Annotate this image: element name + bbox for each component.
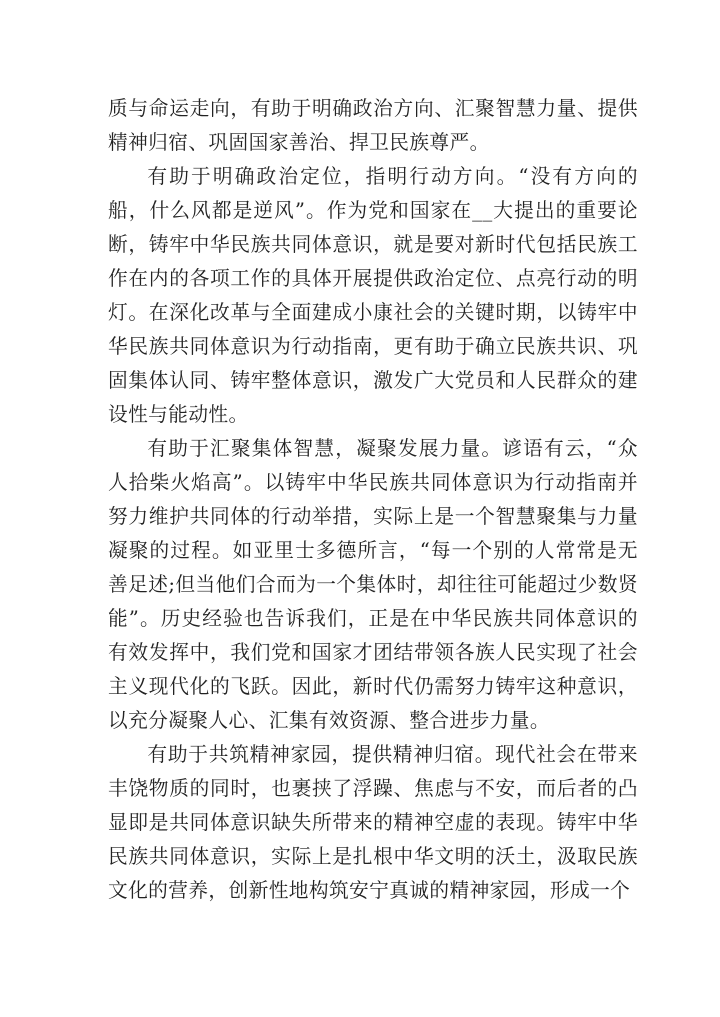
paragraph-political-direction: 有助于明确政治定位，指明行动方向。“没有方向的船，什么风都是逆风”。作为党和国家在__大提出的重要论断，铸牢中华民族共同体意识，就是要对新时代包括民族工作在内的各项工作的具体开展提供政治定位、点亮行动的明灯。在深化改革与全面建成小康社会的关键时期，以铸牢中华民族共同体意识为行动指南，更有助于确立民族共识、巩固集体认同、铸牢整体意识，激发广大党员和人民群众的建设性与能动性。 <box>108 165 638 426</box>
paragraph-continuation: 质与命运走向，有助于明确政治方向、汇聚智慧力量、提供精神归宿、巩固国家善治、捍卫民族尊严。 <box>108 97 638 154</box>
paragraph-collective-wisdom: 有助于汇聚集体智慧，凝聚发展力量。谚语有云，“众人拾柴火焰高”。以铸牢中华民族共同体意识为行动指南并努力维护共同体的行动举措，实际上是一个智慧聚集与力量凝聚的过程。如亚里士多德所言，“每一个别的人常常是无善足述;但当他们合而为一个集体时，却往往可能超过少数贤能”。历史经验也告诉我们，正是在中华民族共同体意识的有效发挥中，我们党和国家才团结带领各族人民实现了社会主义现代化的飞跃。因此，新时代仍需努力铸牢这种意识，以充分凝聚人心、汇集有效资源、整合进步力量。 <box>108 437 638 732</box>
paragraph-spiritual-home: 有助于共筑精神家园，提供精神归宿。现代社会在带来丰饶物质的同时，也裹挟了浮躁、焦虑与不安，而后者的凸显即是共同体意识缺失所带来的精神空虚的表现。铸牢中华民族共同体意识，实际上是扎根中华文明的沃土，汲取民族文化的营养，创新性地构筑安宁真诚的精神家园，形成一个 <box>108 743 638 902</box>
document-page <box>108 92 638 908</box>
